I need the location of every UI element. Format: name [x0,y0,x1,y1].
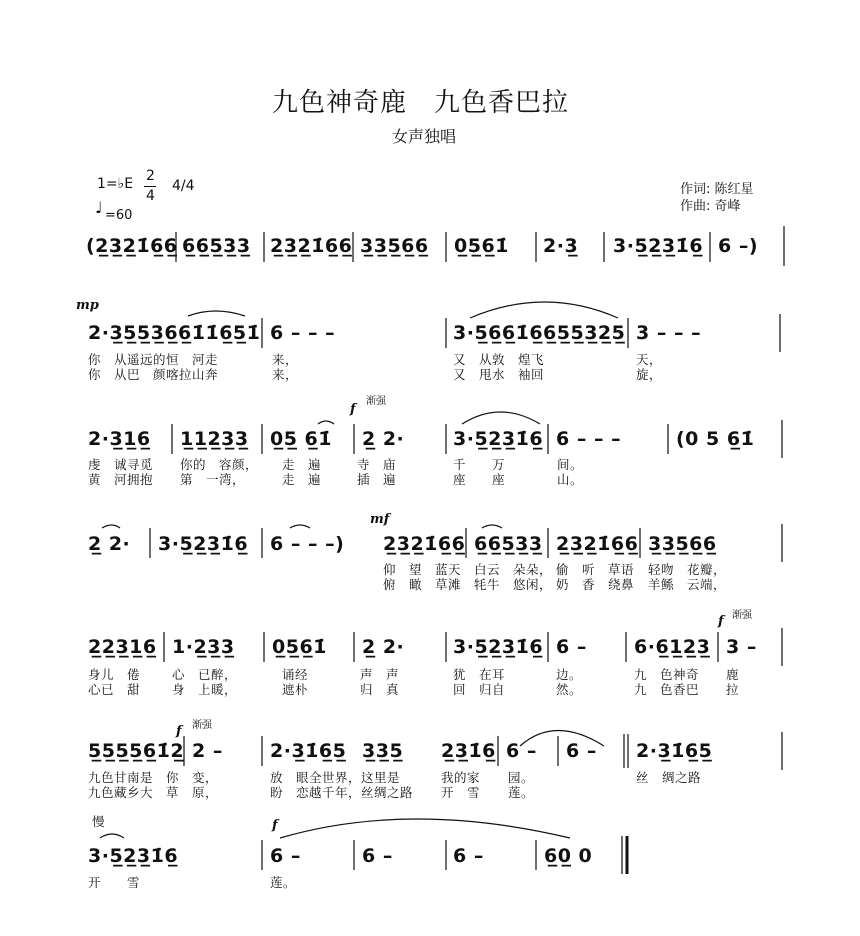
system-4-lyric-1b: 俯 瞰 草滩 [383,577,462,592]
system-6-measure-5: 2̲3̲1̇6̲ [441,740,496,762]
tempo-slow-label: 慢 [92,814,106,829]
system-5-lyric-8b: 拉 [726,682,740,697]
system-4-lyric-2b: 牦牛 悠闲， [474,577,553,592]
dynamic-mp: mp [76,298,99,313]
system-5-lyric-7b: 九 色香巴 [634,682,700,697]
lyricist-credit: 作词: 陈红星 [680,182,754,197]
system-6-measure-4: 3̲3̲5̲ [362,740,404,762]
dynamic-f-2: f [718,614,724,629]
system-3-measure-3: 0̲5̲ 6̲1̇ [270,428,332,450]
system-6-lyric-4b: 开 雪 [441,785,481,800]
crescendo-label-3: 渐强 [192,720,212,731]
system-6-lyric-4a: 我的家 [441,770,481,785]
system-3-lyric-4b: 插 遍 [357,472,397,487]
system-5-lyric-4a: 声 声 [360,667,400,682]
system-5-lyric-2a: 心 已醉， [172,667,238,682]
system-6-lyric-1b: 九色藏乡大 草 [88,785,180,800]
system-4-measure-1: 2̲ 2· [88,533,131,555]
system-6-lyric-2a: 变， [192,770,219,785]
system-6-lyric-3b: 盼 恋越千年，丝绸之路 [270,785,414,800]
crescendo-label-2: 渐强 [732,610,752,621]
system-2-lyric-1a: 你 从遥远的恒 河走 [88,352,219,367]
system-2-lyric-2a: 来， [272,352,299,367]
system-5-measure-8: 3 – [726,636,757,658]
system-5-lyric-1b: 心已 甜 [88,682,141,697]
quarter-note-icon: ♩ [95,198,103,217]
dynamic-f-4: f [272,818,278,833]
system-3-measure-1: 2·3̲1̲6̲ [88,428,151,450]
system-4-measure-7: 3̲3̲5̲6̲6̲ [648,533,717,555]
system-1-measure-1: (2̲3̲2̲1̇6̲6̲ [86,235,178,257]
system-6-lyric-5a: 园。 [508,770,535,785]
system-5-measure-3: 0̲5̲6̲1̇ [272,636,327,658]
system-1-measure-7: 3·5̲2̲3̲1̇6̲ [613,235,704,257]
system-5-lyric-6a: 边。 [556,667,583,682]
system-2-lyric-4a: 天， [636,352,663,367]
system-3-lyric-3b: 走 遍 [282,472,322,487]
system-2-lyric-1b: 你 从巴 颜喀拉山奔 [88,367,219,382]
key-signature: 1=♭E [97,176,134,192]
system-5-lyric-6b: 然。 [556,682,583,697]
system-2-measure-4: 3 – – – [636,322,702,344]
system-3-lyric-5a: 千 万 [453,457,506,472]
system-5-lyric-4b: 归 真 [360,682,400,697]
system-5-measure-1: 2̲2̲3̲1̲6̲ [88,636,157,658]
system-4-measure-5: 6̲6̲5̲3̲3̲ [474,533,543,555]
system-1-measure-6: 2·3̲ [543,235,579,257]
system-6-lyric-2b: 原， [192,785,219,800]
system-6-measure-1: 5̲5̲5̲5̲6̲1̇2̲ [88,740,185,762]
system-7-measure-4: 6 – [453,845,484,867]
system-5-measure-2: 1·2̲3̲3̲ [172,636,235,658]
system-5-measure-5: 3·5̲2̲3̲1̇6̲ [453,636,544,658]
system-7-measure-1: 3·5̲2̲3̲1̇6̲ [88,845,179,867]
system-6-lyric-1a: 九色甘南是 你 [88,770,180,785]
system-6-lyric-3a: 放 眼全世界，这里是 [270,770,401,785]
system-6-measure-7: 6 – [566,740,597,762]
system-4-lyric-3b: 奶 香 绕鼻 [556,577,635,592]
song-title: 九色神奇鹿 九色香巴拉 [272,88,570,118]
system-5-lyric-3b: 遮朴 [282,682,309,697]
system-3-measure-4: 2̲ 2· [362,428,405,450]
system-5-lyric-2b: 身 上暖， [172,682,238,697]
system-1-measure-8: 6 –) [718,235,759,257]
system-6-measure-2: 2 – [192,740,223,762]
dynamic-f-3: f [176,724,182,739]
system-3-lyric-1a: 虔 诚寻觅 [88,457,154,472]
system-5-measure-7: 6·6̲1̲2̲3̲ [634,636,711,658]
system-5-measure-6: 6 – [556,636,587,658]
system-2-lyric-3a: 又 从敦 煌飞 [453,352,545,367]
system-3-lyric-6a: 间。 [557,457,584,472]
system-5-lyric-3a: 诵经 [282,667,309,682]
system-2-lyric-2b: 来， [272,367,299,382]
system-4-lyric-4a: 轻吻 花瓣， [648,562,727,577]
system-3-lyric-1b: 黄 河拥抱 [88,472,154,487]
system-4-lyric-1a: 仰 望 蓝天 [383,562,462,577]
system-6-lyric-5b: 莲。 [508,785,535,800]
composer-credit: 作曲: 奇峰 [680,199,741,214]
dynamic-mf: mf [370,512,390,527]
tempo-marking: =60 [105,208,133,223]
system-7-measure-5: 6̲0̲ 0 [544,845,593,867]
system-4-measure-6: 2̲3̲2̲1̇6̲6̲ [556,533,639,555]
system-3-lyric-2b: 第 一湾， [180,472,246,487]
system-6-lyric-6a: 丝 绸之路 [636,770,702,785]
system-4-lyric-2a: 白云 朵朵， [474,562,553,577]
system-1-measure-4: 3̲3̲5̲6̲6̲ [360,235,429,257]
system-2-measure-3: 3·5̲6̲6̲1̇6̲6̲5̲5̲3̲2̲5̲ [453,322,626,344]
system-4-measure-3: 6 – – –) [270,533,345,555]
system-3-measure-2: 1̲1̲2̲3̲3̲ [180,428,249,450]
system-6-measure-8: 2·3̲1̇6̲5̲ [636,740,713,762]
system-3-measure-6: 6 – – – [556,428,622,450]
system-2-lyric-4b: 旋， [636,367,663,382]
system-7-lyric-2a: 莲。 [270,875,297,890]
system-5-lyric-5b: 回 归自 [453,682,506,697]
time-signature-top: 2 [146,168,155,184]
song-subtitle: 女声独唱 [392,127,457,146]
time-signature-bottom: 4 [146,188,155,204]
system-3-lyric-4a: 寺 庙 [357,457,397,472]
system-3-measure-7: (0 5 6̲1̇ [676,428,755,450]
system-2-lyric-3b: 又 甩水 袖回 [453,367,545,382]
system-7-lyric-1a: 开 雪 [88,875,141,890]
system-4-measure-4: 2̲3̲2̲1̇6̲6̲ [383,533,466,555]
system-5-lyric-7a: 九 色神奇 [634,667,700,682]
system-6-measure-6: 6 – [506,740,537,762]
system-2-measure-2: 6 – – – [270,322,336,344]
system-4-measure-2: 3·5̲2̲3̲1̇6̲ [158,533,249,555]
time-signature-alt: 4/4 [172,178,195,194]
system-3-lyric-3a: 走 遍 [282,457,322,472]
system-3-lyric-5b: 座 座 [453,472,506,487]
crescendo-label-1: 渐强 [366,396,386,407]
system-4-lyric-4b: 羊鲧 云端， [648,577,727,592]
system-5-lyric-1a: 身儿 倦 [88,667,141,682]
dynamic-f-1: f [350,402,356,417]
system-3-measure-5: 3·5̲2̲3̲1̇6̲ [453,428,544,450]
system-7-measure-3: 6 – [362,845,393,867]
system-7-measure-2: 6 – [270,845,301,867]
system-3-lyric-2a: 你的 容颜， [180,457,259,472]
system-1-measure-5: 0̲5̲6̲1̇ [454,235,509,257]
system-5-measure-4: 2̲ 2· [362,636,405,658]
system-5-lyric-8a: 鹿 [726,667,740,682]
system-1-measure-3: 2̲3̲2̲1̇6̲6̲ [270,235,353,257]
system-6-measure-3: 2·3̲1̇6̲5̲ [270,740,347,762]
system-5-lyric-5a: 犹 在耳 [453,667,506,682]
system-1-measure-2: 6̲6̲5̲3̲3̲ [182,235,251,257]
system-3-lyric-6b: 山。 [557,472,584,487]
system-2-measure-1: 2·3̲5̲5̲3̲6̲6̲1̇1̇6̲5̲1̇ [88,322,261,344]
system-4-lyric-3a: 偷 听 草语 [556,562,635,577]
